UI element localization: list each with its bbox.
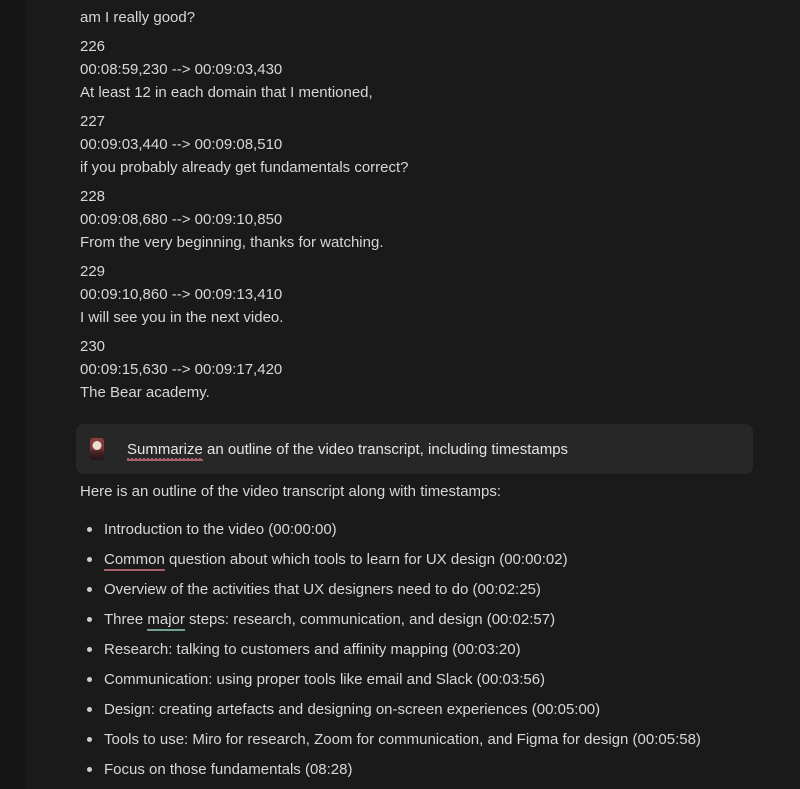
bullet-icon xyxy=(87,527,92,532)
subtitle-cue xyxy=(80,110,770,179)
bullet-icon xyxy=(87,767,92,772)
cue-index: 229 xyxy=(80,263,106,280)
cue-text: From the very beginning, thanks for watching. xyxy=(80,234,384,251)
bullet-icon xyxy=(87,587,92,592)
item-text: Tools to use: Miro for research, Zoom for communication, and Figma for design (00:05:58) xyxy=(104,731,701,748)
cue-timecode: 00:08:59,230 --> 00:09:03,430 xyxy=(80,61,283,78)
cue-timecode: 00:09:15,630 --> 00:09:17,420 xyxy=(80,361,283,378)
cue-text: The Bear academy. xyxy=(80,384,210,401)
cue-timecode: 00:09:10,860 --> 00:09:13,410 xyxy=(80,286,283,303)
bullet-icon xyxy=(87,647,92,652)
list-item xyxy=(80,668,770,691)
cue-text: I will see you in the next video. xyxy=(80,309,284,326)
outline-intro: Here is an outline of the video transcript along with timestamps: xyxy=(80,483,502,500)
item-text: steps: research, communication, and design (00:02:57) xyxy=(184,611,556,628)
item-text: Design: creating artefacts and designing on-screen experiences (00:05:00) xyxy=(104,701,601,718)
bullet-icon xyxy=(87,557,92,562)
item-text: Three xyxy=(104,611,148,628)
bullet-icon xyxy=(87,707,92,712)
document-body xyxy=(80,6,770,781)
list-item xyxy=(80,638,770,661)
prompt-text xyxy=(127,438,568,461)
outline-list xyxy=(80,518,770,781)
subtitle-cue xyxy=(80,35,770,104)
card-pin-icon xyxy=(90,438,104,460)
transcript-leading-line: am I really good? xyxy=(80,9,196,26)
cue-index: 228 xyxy=(80,188,106,205)
bullet-icon xyxy=(87,737,92,742)
list-item xyxy=(80,608,770,631)
item-text: Research: talking to customers and affinity mapping (00:03:20) xyxy=(104,641,521,658)
prompt-highlighted-word[interactable]: Summarize xyxy=(127,441,203,461)
list-item xyxy=(80,548,770,571)
item-text: Introduction to the video (00:00:00) xyxy=(104,521,337,538)
cue-index: 226 xyxy=(80,38,106,55)
list-item xyxy=(80,728,770,751)
cue-timecode: 00:09:08,680 --> 00:09:10,850 xyxy=(80,211,283,228)
list-item xyxy=(80,698,770,721)
cue-text: if you probably already get fundamentals correct? xyxy=(80,159,409,176)
prompt-rest-text: an outline of the video transcript, including timestamps xyxy=(202,440,569,458)
bullet-icon xyxy=(87,617,92,622)
annotated-word[interactable]: Common xyxy=(104,551,165,571)
item-text: Communication: using proper tools like email and Slack (00:03:56) xyxy=(104,671,546,688)
subtitle-cue xyxy=(80,185,770,254)
subtitle-cue xyxy=(80,260,770,329)
item-text: question about which tools to learn for UX design (00:00:02) xyxy=(164,551,568,568)
list-item xyxy=(80,518,770,541)
cue-text: At least 12 in each domain that I mentioned, xyxy=(80,84,373,101)
list-item xyxy=(80,578,770,601)
prompt-callout[interactable] xyxy=(76,424,753,474)
cue-timecode: 00:09:03,440 --> 00:09:08,510 xyxy=(80,136,283,153)
subtitle-cue xyxy=(80,335,770,404)
cue-index: 227 xyxy=(80,113,106,130)
cue-index: 230 xyxy=(80,338,106,355)
item-text: Focus on those fundamentals (08:28) xyxy=(104,761,353,778)
item-text: Overview of the activities that UX designers need to do (00:02:25) xyxy=(104,581,541,598)
list-item xyxy=(80,758,770,781)
left-gutter xyxy=(0,0,25,789)
bullet-icon xyxy=(87,677,92,682)
annotated-word[interactable]: major xyxy=(147,611,185,631)
